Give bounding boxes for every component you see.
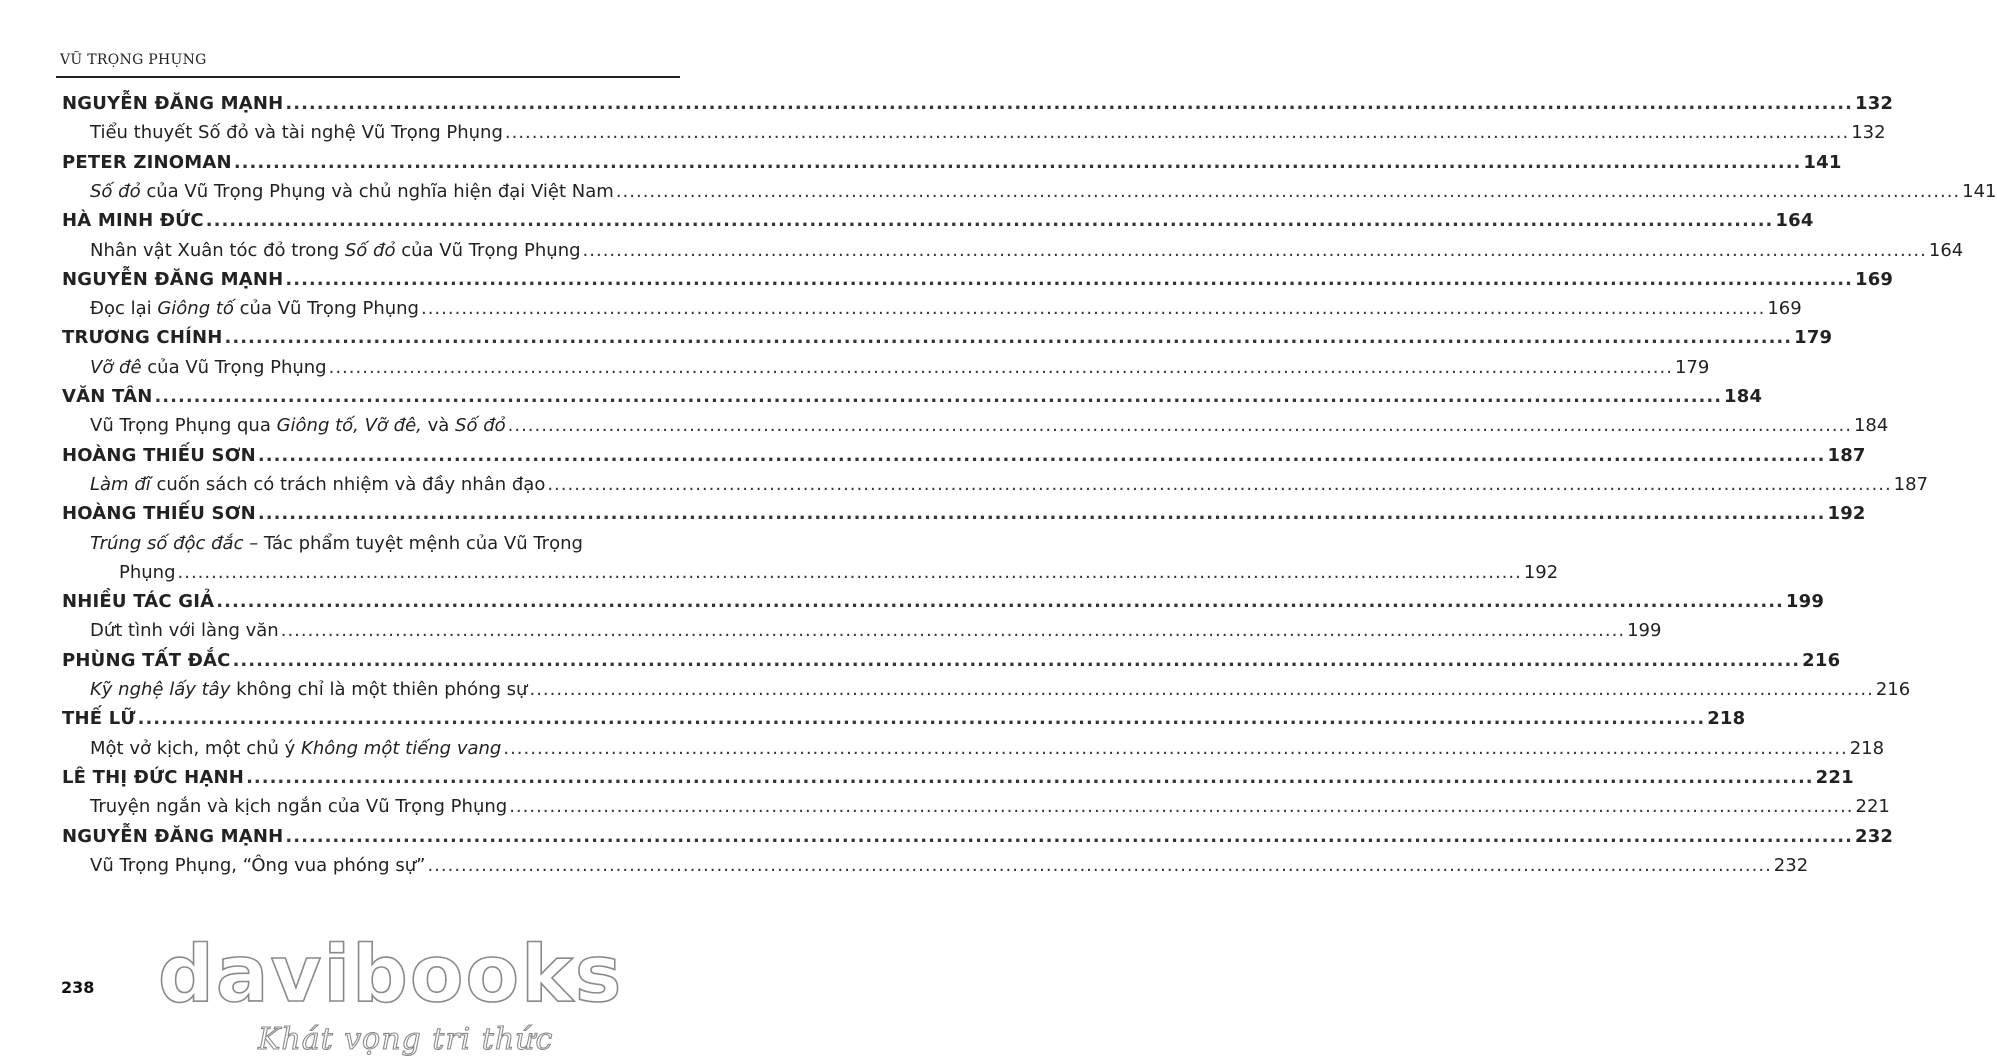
toc-work-row[interactable]: [90, 617, 1662, 645]
entry-title-part: Vỡ đê: [90, 356, 142, 378]
entry-page: 221: [1855, 796, 1890, 818]
author-name: LÊ THỊ ĐỨC HẠNH: [62, 766, 245, 788]
work-title: [90, 412, 506, 440]
watermark-wordmark: davibooks: [158, 930, 624, 1020]
entry-page: 232: [1773, 854, 1809, 876]
toc-author-row[interactable]: [62, 207, 1814, 235]
author-name: NGUYỄN ĐĂNG MẠNH: [62, 268, 284, 290]
entry-title-part: Số đỏ: [344, 239, 396, 261]
dot-leader: ........................................................................................................................................................................................................: [205, 210, 1774, 232]
entry-page: 164: [1775, 210, 1814, 232]
work-title: [90, 178, 614, 206]
toc-author-row[interactable]: [62, 705, 1746, 733]
author-name: HÀ MINH ĐỨC: [62, 210, 204, 232]
entry-page: 216: [1802, 649, 1841, 671]
toc-author-row[interactable]: [62, 266, 1894, 294]
entry-page: 179: [1674, 356, 1710, 378]
entry-page: 141: [1962, 180, 1997, 202]
dot-leader: ........................................................................................................................................................................................................: [615, 180, 1961, 202]
toc-author-row[interactable]: [62, 647, 1841, 675]
author-name: HOÀNG THIẾU SƠN: [62, 503, 256, 525]
entry-page: 218: [1707, 708, 1746, 730]
toc-author-row[interactable]: [62, 90, 1894, 118]
entry-title-part: Kỹ nghệ lấy tây: [90, 679, 231, 700]
author-name: PHÙNG TẤT ĐẮC: [62, 649, 231, 671]
entry-page: 179: [1794, 327, 1833, 349]
author-name: PETER ZINOMAN: [62, 151, 232, 173]
toc-work-row-continuation[interactable]: [119, 559, 1559, 587]
dot-leader: ........................................................................................................................................................................................................: [177, 561, 1522, 583]
entry-page: 141: [1803, 151, 1842, 173]
author-name: HOÀNG THIẾU SƠN: [62, 444, 256, 466]
toc-author-row[interactable]: [62, 823, 1894, 851]
entry-page: 232: [1854, 825, 1894, 847]
author-name: TRƯƠNG CHÍNH: [62, 327, 223, 349]
entry-page: 187: [1827, 444, 1866, 466]
entry-title-part: của Vũ Trọng Phụng: [395, 239, 581, 261]
dot-leader: ........................................................................................................................................................................................................: [427, 854, 1772, 876]
toc-work-row[interactable]: [90, 237, 1964, 265]
entry-title-part: Tiểu thuyết Số đỏ và tài nghệ Vũ Trọng Phụng: [90, 122, 503, 144]
toc-work-row[interactable]: [90, 119, 1886, 147]
entry-title-part: Đọc lại: [90, 298, 158, 320]
toc-work-row[interactable]: [90, 471, 1929, 499]
dot-leader: ........................................................................................................................................................................................................: [232, 649, 1801, 671]
dot-leader: ........................................................................................................................................................................................................: [257, 444, 1826, 466]
toc-author-row[interactable]: [62, 383, 1763, 411]
toc-author-row[interactable]: [62, 324, 1833, 352]
entry-title-part: Truyện ngắn và kịch ngắn của Vũ Trọng Phụng: [90, 796, 508, 818]
toc-work-row[interactable]: [90, 178, 1997, 206]
entry-page: 199: [1785, 591, 1825, 613]
entry-title-part: Nhân vật Xuân tóc đỏ trong: [90, 239, 345, 261]
entry-title-part: và: [421, 415, 456, 437]
entry-page: 199: [1627, 620, 1662, 642]
work-title: [90, 676, 527, 704]
dot-leader: ........................................................................................................................................................................................................: [285, 93, 1853, 114]
entry-page: 132: [1854, 93, 1894, 114]
toc-author-row[interactable]: [62, 764, 1854, 792]
work-title: [90, 119, 503, 147]
work-title: [90, 852, 425, 880]
entry-page: 192: [1827, 503, 1866, 525]
dot-leader: ........................................................................................................................................................................................................: [233, 151, 1802, 173]
work-title: [90, 735, 501, 763]
work-title-continuation: Phụng: [119, 561, 176, 583]
dot-leader: ........................................................................................................................................................................................................: [420, 298, 1766, 320]
dot-leader: ........................................................................................................................................................................................................: [280, 620, 1626, 642]
toc-work-row[interactable]: [90, 852, 1809, 880]
author-name: NGUYỄN ĐĂNG MẠNH: [62, 93, 284, 114]
dot-leader: ........................................................................................................................................................................................................: [137, 708, 1706, 730]
toc-work-row[interactable]: [90, 793, 1890, 821]
dot-leader: ........................................................................................................................................................................................................: [328, 356, 1673, 378]
work-title: [90, 471, 545, 499]
author-name: VĂN TÂN: [62, 386, 153, 407]
entry-title-part: – Tác phẩm tuyệt mệnh của Vũ Trọng: [243, 532, 583, 554]
entry-title-part: Dứt tình với làng văn: [90, 620, 279, 642]
dot-leader: ........................................................................................................................................................................................................: [216, 591, 1784, 613]
watermark-tagline: Khát vọng tri thức: [258, 1022, 554, 1057]
toc-author-row[interactable]: [62, 442, 1866, 470]
dot-leader: ........................................................................................................................................................................................................: [547, 473, 1892, 495]
work-title: [90, 354, 327, 382]
dot-leader: ........................................................................................................................................................................................................: [285, 825, 1853, 847]
dot-leader: ........................................................................................................................................................................................................: [507, 415, 1852, 437]
toc-work-row[interactable]: [90, 295, 1802, 323]
entry-title-part: cuốn sách có trách nhiệm và đầy nhân đạo: [150, 473, 546, 495]
dot-leader: ........................................................................................................................................................................................................: [224, 327, 1793, 349]
entry-page: 164: [1928, 239, 1964, 261]
entry-page: 169: [1767, 298, 1802, 320]
entry-page: 221: [1815, 766, 1854, 788]
entry-title-part: của Vũ Trọng Phụng và chủ nghĩa hiện đại Việt Nam: [140, 180, 614, 202]
work-title: [90, 793, 507, 821]
entry-title-part: của Vũ Trọng Phụng: [233, 298, 419, 320]
author-name: NGUYỄN ĐĂNG MẠNH: [62, 825, 284, 847]
dot-leader: ........................................................................................................................................................................................................: [504, 122, 1850, 144]
entry-title-part: Giông tố, Vỡ đê,: [276, 415, 422, 437]
running-head: VŨ TRỌNG PHỤNG: [60, 52, 207, 68]
entry-page: 169: [1854, 268, 1894, 290]
dot-leader: ........................................................................................................................................................................................................: [285, 268, 1853, 290]
entry-page: 218: [1849, 737, 1885, 759]
toc-work-row[interactable]: [90, 735, 1885, 763]
entry-title-part: Vũ Trọng Phụng, “Ông vua phóng sự”: [90, 854, 426, 876]
toc-author-row[interactable]: [62, 588, 1825, 616]
entry-page: 192: [1523, 561, 1559, 583]
entry-page: 216: [1875, 679, 1911, 700]
toc-author-row[interactable]: [62, 149, 1842, 177]
entry-title-part: Không một tiếng vang: [301, 737, 502, 759]
author-name: NHIỀU TÁC GIẢ: [62, 591, 215, 613]
entry-title-part: Làm đĩ: [90, 473, 151, 495]
toc-work-row[interactable]: [90, 354, 1710, 382]
work-title: [90, 237, 581, 265]
entry-title-part: Trúng số độc đắc: [90, 532, 244, 554]
entry-page: 184: [1724, 386, 1763, 407]
work-title: [90, 295, 419, 323]
entry-page: 187: [1893, 473, 1929, 495]
entry-page: 184: [1853, 415, 1889, 437]
entry-title-part: Số đỏ: [90, 180, 141, 202]
entry-title-part: không chỉ là một thiên phóng sự: [230, 679, 528, 700]
entry-title-part: Giông tố: [157, 298, 234, 320]
entry-title-part: của Vũ Trọng Phụng: [141, 356, 327, 378]
dot-leader: ........................................................................................................................................................................................................: [154, 386, 1723, 407]
entry-title-part: Vũ Trọng Phụng qua: [90, 415, 277, 437]
dot-leader: ........................................................................................................................................................................................................: [257, 503, 1826, 525]
entry-title-part: Số đỏ: [455, 415, 506, 437]
toc-work-row[interactable]: [90, 412, 1889, 440]
dot-leader: ........................................................................................................................................................................................................: [509, 796, 1854, 818]
toc-work-row-first-line[interactable]: [90, 530, 583, 558]
entry-title-part: Một vở kịch, một chủ ý: [90, 737, 302, 759]
page-number: 238: [61, 978, 95, 997]
dot-leader: ........................................................................................................................................................................................................: [246, 766, 1814, 788]
toc-work-row[interactable]: [90, 676, 1911, 704]
toc-author-row[interactable]: [62, 500, 1866, 528]
work-title: [90, 617, 279, 645]
dot-leader: ........................................................................................................................................................................................................: [582, 239, 1927, 261]
dot-leader: ........................................................................................................................................................................................................: [529, 679, 1874, 700]
watermark: [150, 930, 624, 1060]
author-name: THẾ LỮ: [62, 708, 136, 730]
entry-page: 132: [1851, 122, 1886, 144]
header-rule: [56, 76, 680, 78]
dot-leader: ........................................................................................................................................................................................................: [503, 737, 1848, 759]
